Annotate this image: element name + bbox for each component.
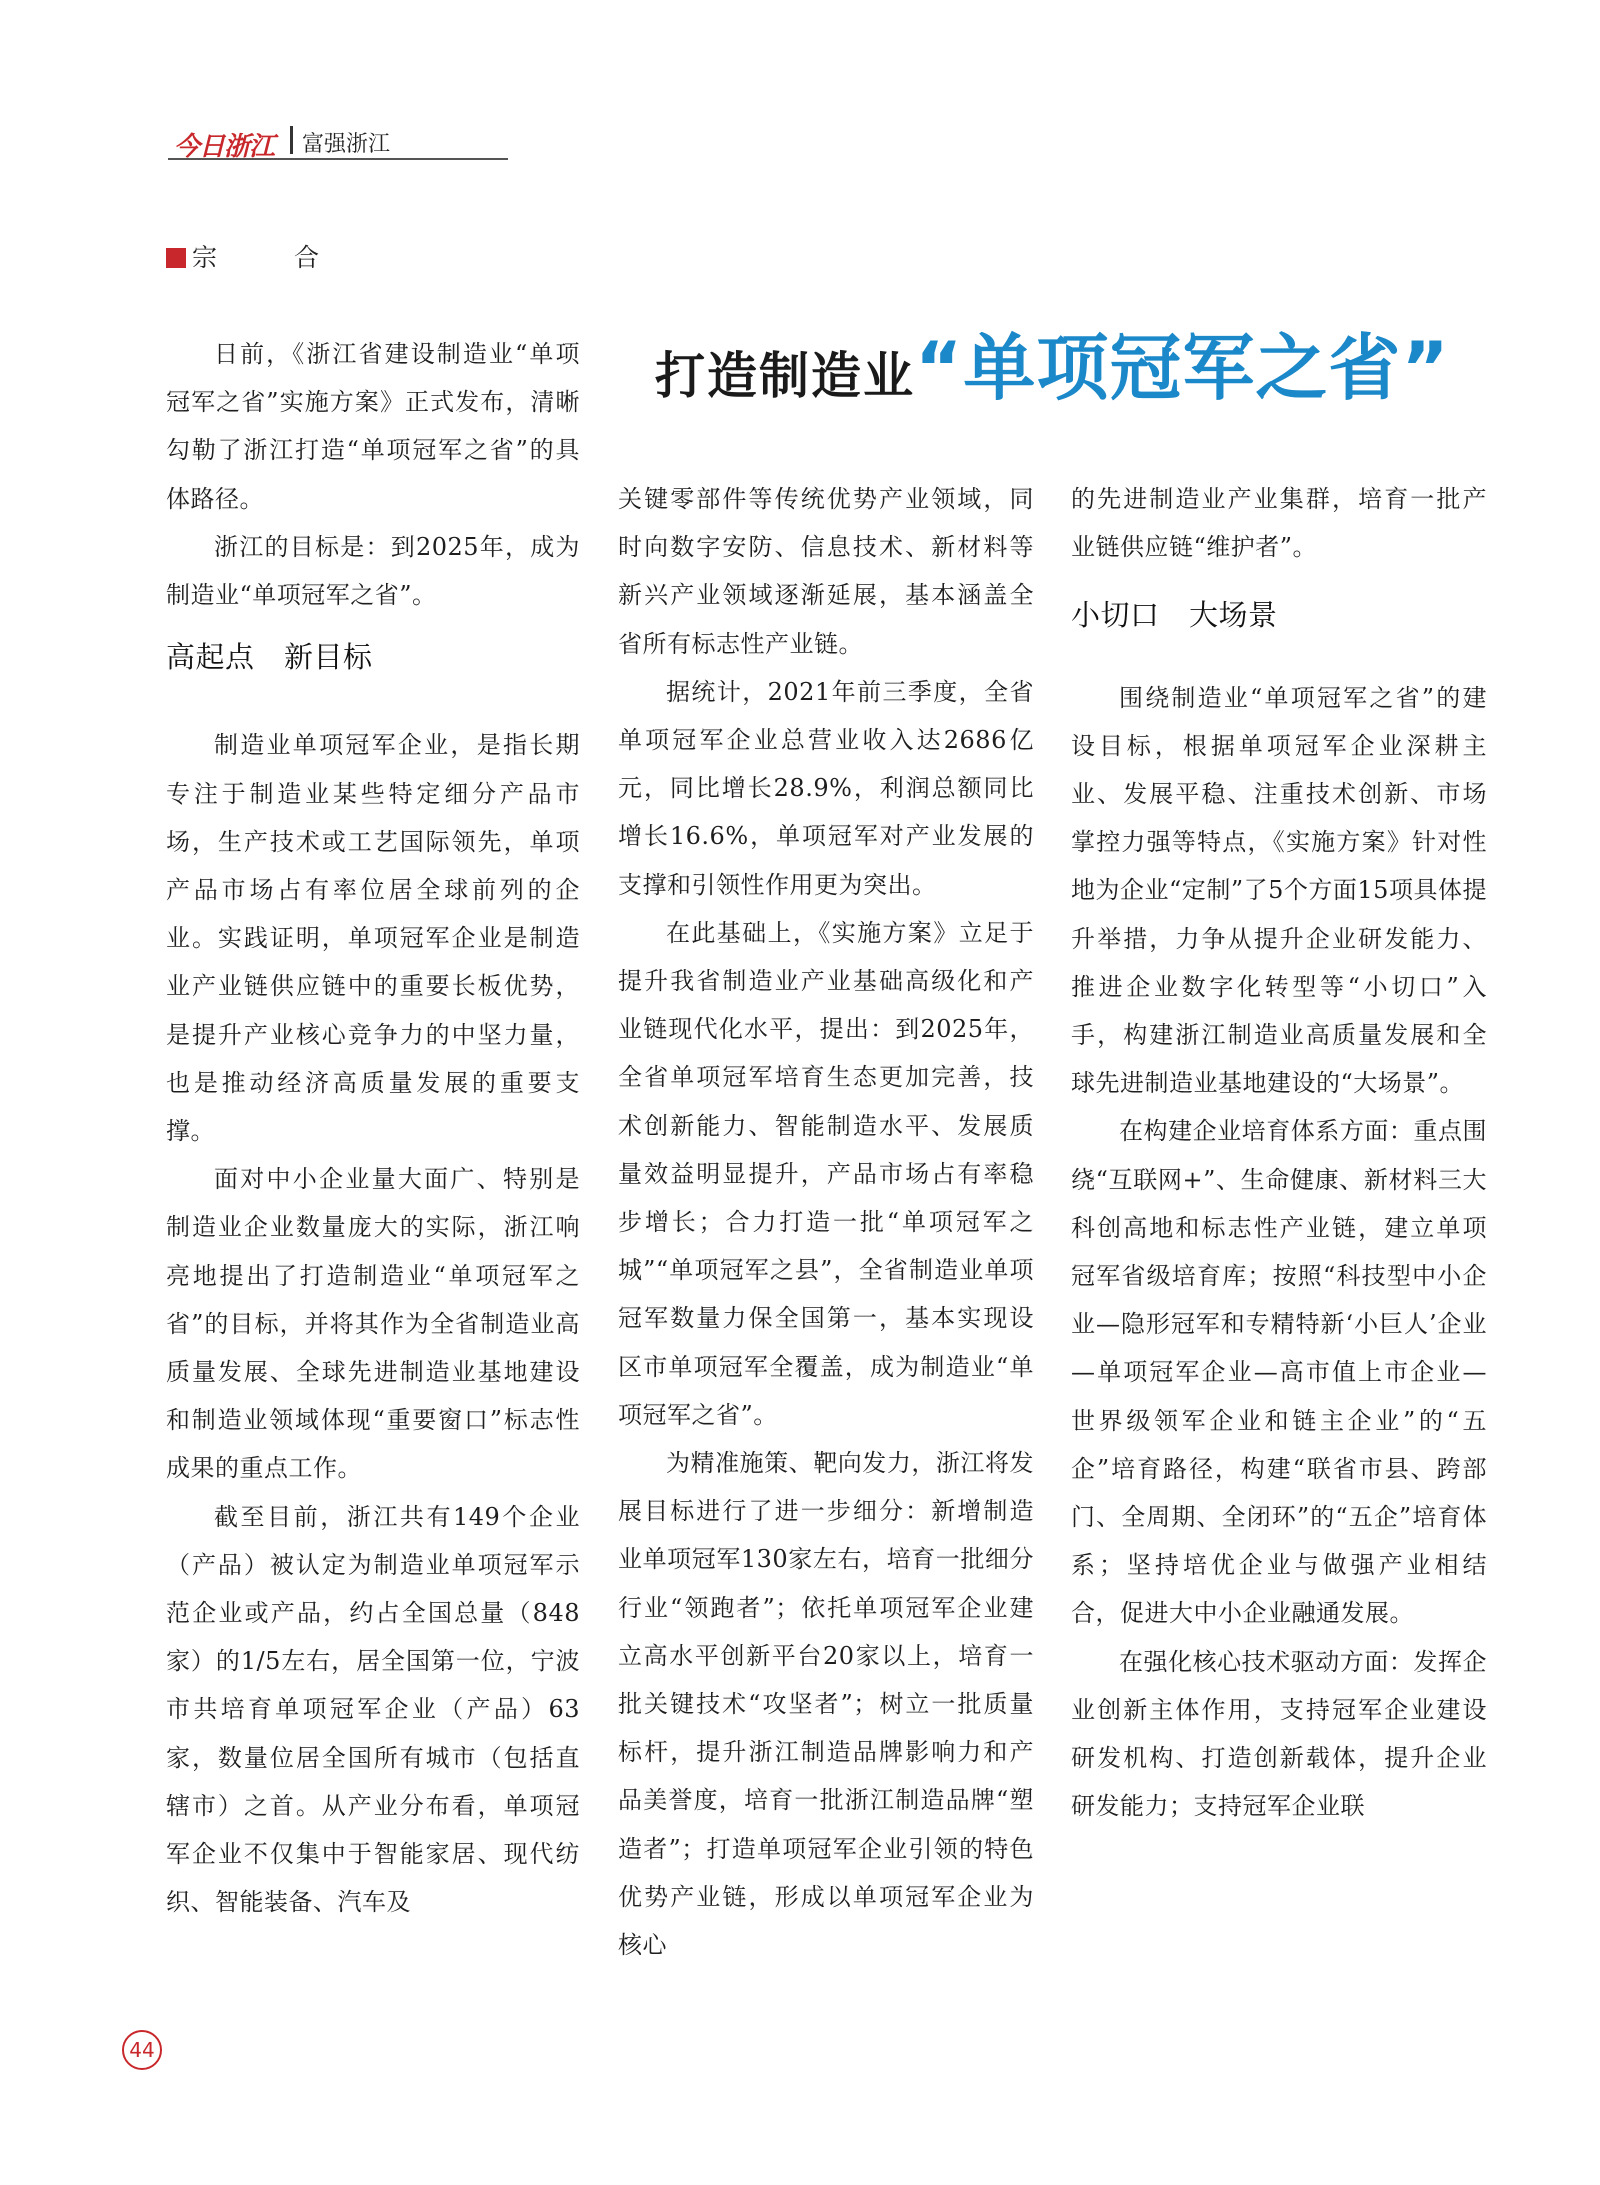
title-part2: “单项冠军之省”: [915, 326, 1450, 410]
subheading: 小切口 大场景: [1071, 598, 1278, 633]
magazine-logo: 今日浙江: [174, 132, 275, 162]
paragraph: 为精准施策、靶向发力，浙江将发展目标进行了进一步细分：新增制造业单项冠军130家左右，培育一批细分行业“领跑者”；依托单项冠军企业建立高水平创新平台20家以上，培育一批关键技术“攻坚者”；树立一批质量标杆，提升浙江制造品牌影响力和产品美誉度，培育一批浙江制造品牌“塑造者”；打造单项冠军企业引领的特色优势产业链，形成以单项冠军企业为核心: [618, 1449, 1034, 1960]
byline: [166, 238, 345, 274]
paragraph: 制造业单项冠军企业，是指长期专注于制造业某些特定细分产品市场，生产技术或工艺国际领先，单项产品市场占有率位居全球前列的企业。实践证明，单项冠军企业是制造业产业链供应链中的重要长板优势，是提升产业核心竞争力的中坚力量，也是推动经济高质量发展的重要支撑。: [166, 731, 580, 1146]
article-title: [655, 310, 1455, 414]
paragraph: 在此基础上，《实施方案》立足于提升我省制造业产业基础高级化和产业链现代化水平，提出：到2025年，全省单项冠军培育生态更加完善，技术创新能力、智能制造水平、发展质量效益明显提升，产品市场占有率稳步增长；合力打造一批“单项冠军之城”“单项冠军之县”，全省制造业单项冠军数量力保全国第一，基本实现设区市单项冠军全覆盖，成为制造业“单项冠军之省”。: [618, 918, 1034, 1429]
author-name: 宗 合: [192, 243, 346, 272]
header-divider: [290, 126, 293, 154]
column-1: [166, 330, 580, 1927]
paragraph: 面对中小企业量大面广、特别是制造业企业数量庞大的实际，浙江响亮地提出了打造制造业“单项冠军之省”的目标，并将其作为全省制造业高质量发展、全球先进制造业基地建设和制造业领域体现“重要窗口”标志性成果的重点工作。: [166, 1165, 580, 1483]
paragraph: 截至目前，浙江共有149个企业（产品）被认定为制造业单项冠军示范企业或产品，约占全国总量（848家）的1/5左右，居全国第一位，宁波市共培育单项冠军企业（产品）63家，数量位居全国所有城市（包括直辖市）之首。从产业分布看，单项冠军企业不仅集中于智能家居、现代纺织、智能装备、汽车及: [166, 1502, 580, 1917]
paragraph: 据统计，2021年前三季度，全省单项冠军企业总营业收入达2686亿元，同比增长28.9%，利润总额同比增长16.6%，单项冠军对产业发展的支撑和引领性作用更为突出。: [618, 677, 1034, 899]
paragraph: 的先进制造业产业集群，培育一批产业链供应链“维护者”。: [1071, 485, 1487, 562]
title-part1: 打造制造业: [655, 347, 915, 405]
paragraph: 在强化核心技术驱动方面：发挥企业创新主体作用，支持冠军企业建设研发机构、打造创新载体，提升企业研发能力；支持冠军企业联: [1071, 1647, 1487, 1821]
column-3: [1071, 475, 1487, 1830]
section-name: 富强浙江: [302, 132, 391, 157]
column-2: [618, 475, 1034, 1969]
subheading: 高起点 新目标: [166, 640, 373, 675]
paragraph: 围绕制造业“单项冠军之省”的建设目标，根据单项冠军企业深耕主业、发展平稳、注重技术创新、市场掌控力强等特点，《实施方案》针对性地为企业“定制”了5个方面15项具体提升举措，力争从提升企业研发能力、推进企业数字化转型等“小切口”入手，构建浙江制造业高质量发展和全球先进制造业基地建设的“大场景”。: [1071, 683, 1487, 1098]
paragraph: 关键零部件等传统优势产业领域，同时向数字安防、信息技术、新材料等新兴产业领域逐渐延展，基本涵盖全省所有标志性产业链。: [618, 485, 1034, 658]
paragraph: 浙江的目标是：到2025年，成为制造业“单项冠军之省”。: [166, 532, 580, 610]
paragraph: 日前，《浙江省建设制造业“单项冠军之省”实施方案》正式发布，清晰勾勒了浙江打造“单项冠军之省”的具体路径。: [166, 340, 580, 513]
page-number: 44: [122, 2030, 162, 2070]
paragraph: 在构建企业培育体系方面：重点围绕“互联网+”、生命健康、新材料三大科创高地和标志性产业链，建立单项冠军省级培育库；按照“科技型中小企业—隐形冠军和专精特新‘小巨人’企业—单项冠军企业—高市值上市企业—世界级领军企业和链主企业”的“五企”培育路径，构建“联省市县、跨部门、全周期、全闭环”的“五企”培育体系；坚持培优企业与做强产业相结合，促进大中小企业融通发展。: [1071, 1117, 1487, 1628]
running-header: [168, 118, 508, 160]
red-square-icon: [166, 248, 186, 268]
